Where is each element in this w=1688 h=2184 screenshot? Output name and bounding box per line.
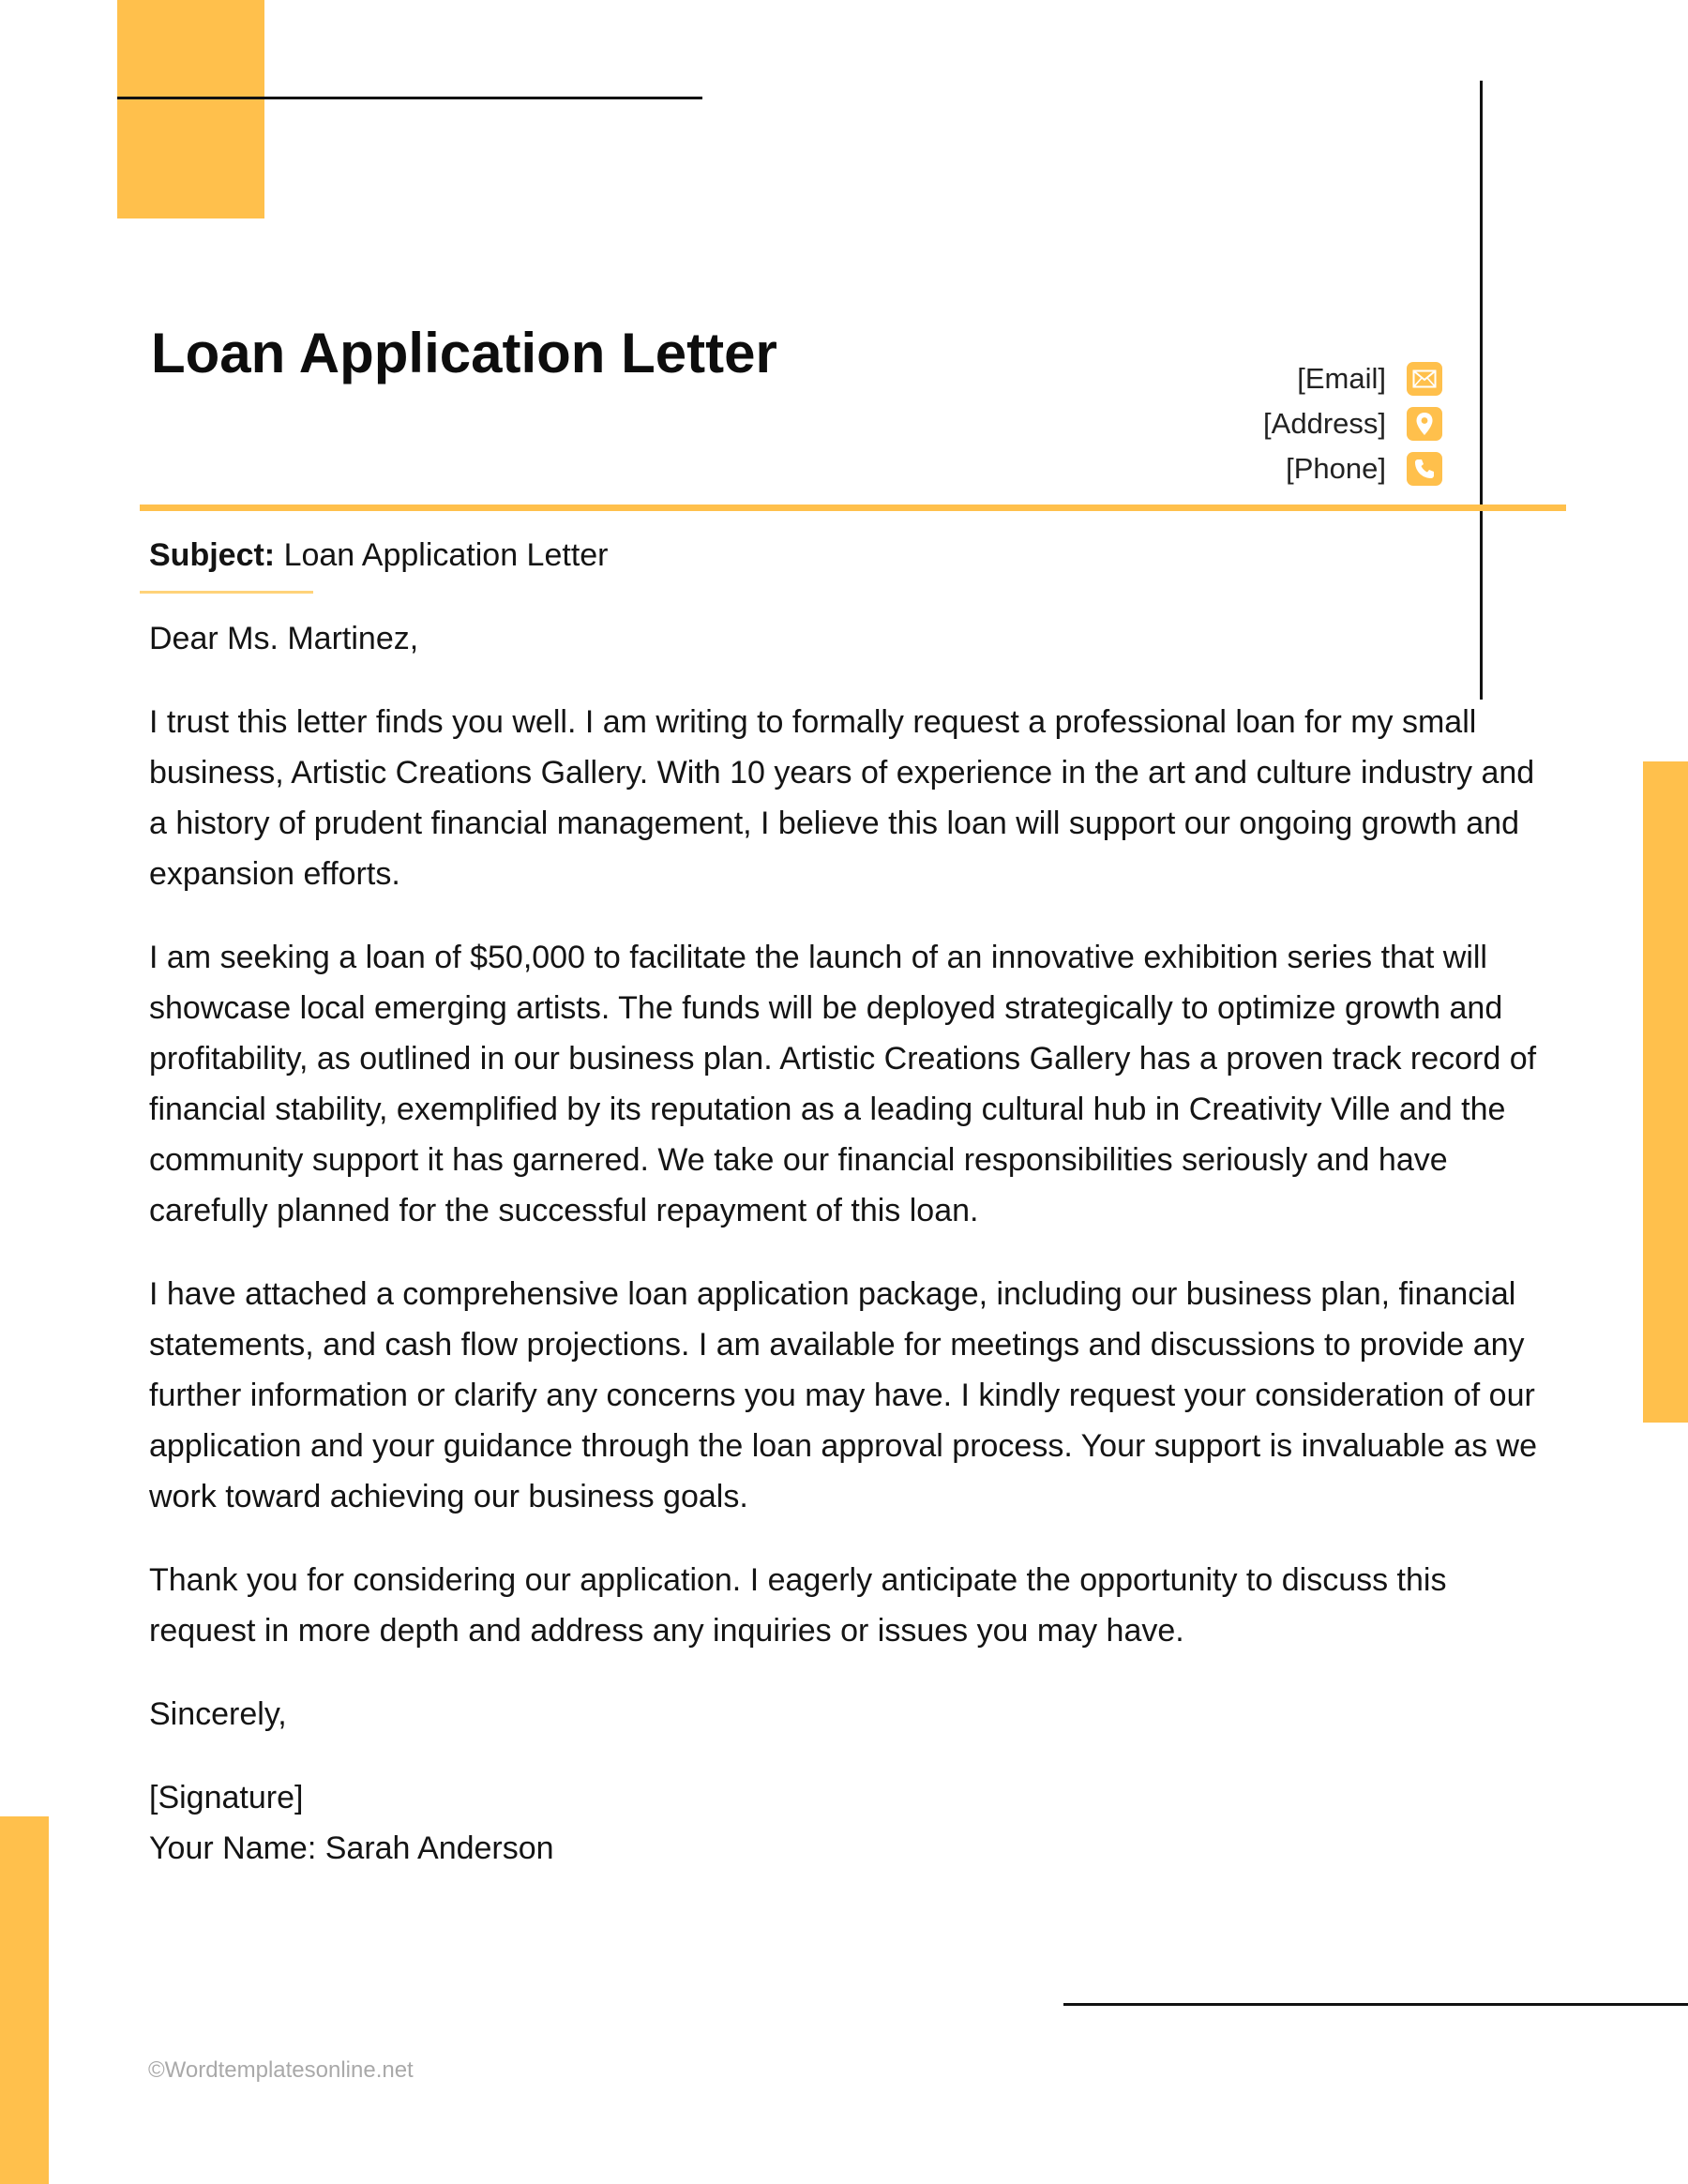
right-accent-bar xyxy=(1643,761,1688,1423)
sender-name: Your Name: Sarah Anderson xyxy=(149,1830,554,1866)
header-divider xyxy=(140,505,1566,511)
contact-block xyxy=(1263,356,1442,491)
location-pin-icon xyxy=(1407,407,1442,441)
subject-line xyxy=(149,530,1556,580)
email-icon xyxy=(1407,362,1442,396)
contact-phone: [Phone] xyxy=(1286,452,1386,485)
body-paragraph: I am seeking a loan of $50,000 to facilitate the launch of an innovative exhibition series that will showcase local emerging artists. The funds will be deployed strategically to optimize growth and profitability, as outlined in our business plan. Artistic Creations Gallery has a proven track record of financial stability, exemplified by its reputation as a leading cultural hub in Creativity Ville and the community support it has garnered. We take our financial responsibilities seriously and have carefully planned for the successful repayment of this loan. xyxy=(149,940,1537,1228)
contact-address: [Address] xyxy=(1263,407,1386,440)
top-left-accent-block xyxy=(117,0,264,218)
phone-icon xyxy=(1407,452,1442,486)
page-title: Loan Application Letter xyxy=(151,322,777,384)
closing: Sincerely, xyxy=(149,1696,287,1732)
footer-watermark: ©Wordtemplatesonline.net xyxy=(148,2057,414,2083)
subject-label: Subject: xyxy=(149,537,276,573)
letter-body xyxy=(149,525,1556,1874)
body-paragraph: I have attached a comprehensive loan application package, including our business plan, financial statements, and cash flow projections. I am available for meetings and discussions to provide any further information or clarify any concerns you may have. I kindly request your consideration of our application and your guidance through the loan approval process. Your support is invaluable as we work toward achieving our business goals. xyxy=(149,1276,1537,1514)
bottom-left-accent-bar xyxy=(0,1816,49,2184)
body-paragraph: I trust this letter finds you well. I am writing to formally request a professional loan for my small business, Artistic Creations Gallery. With 10 years of experience in the art and culture industry and a history of prudent financial management, I believe this loan will support our ongoing growth and expansion efforts. xyxy=(149,704,1535,892)
contact-email-row xyxy=(1297,356,1442,401)
contact-address-row xyxy=(1263,401,1442,446)
contact-phone-row xyxy=(1286,446,1442,491)
signature-placeholder: [Signature] xyxy=(149,1780,304,1815)
salutation: Dear Ms. Martinez, xyxy=(149,621,419,656)
subject-text: Loan Application Letter xyxy=(275,537,609,573)
top-left-rule xyxy=(117,97,702,99)
bottom-right-rule xyxy=(1063,2003,1688,2006)
contact-email: [Email] xyxy=(1297,362,1386,395)
body-paragraph: Thank you for considering our application. I eagerly anticipate the opportunity to discuss this request in more depth and address any inquiries or issues you may have. xyxy=(149,1562,1447,1649)
